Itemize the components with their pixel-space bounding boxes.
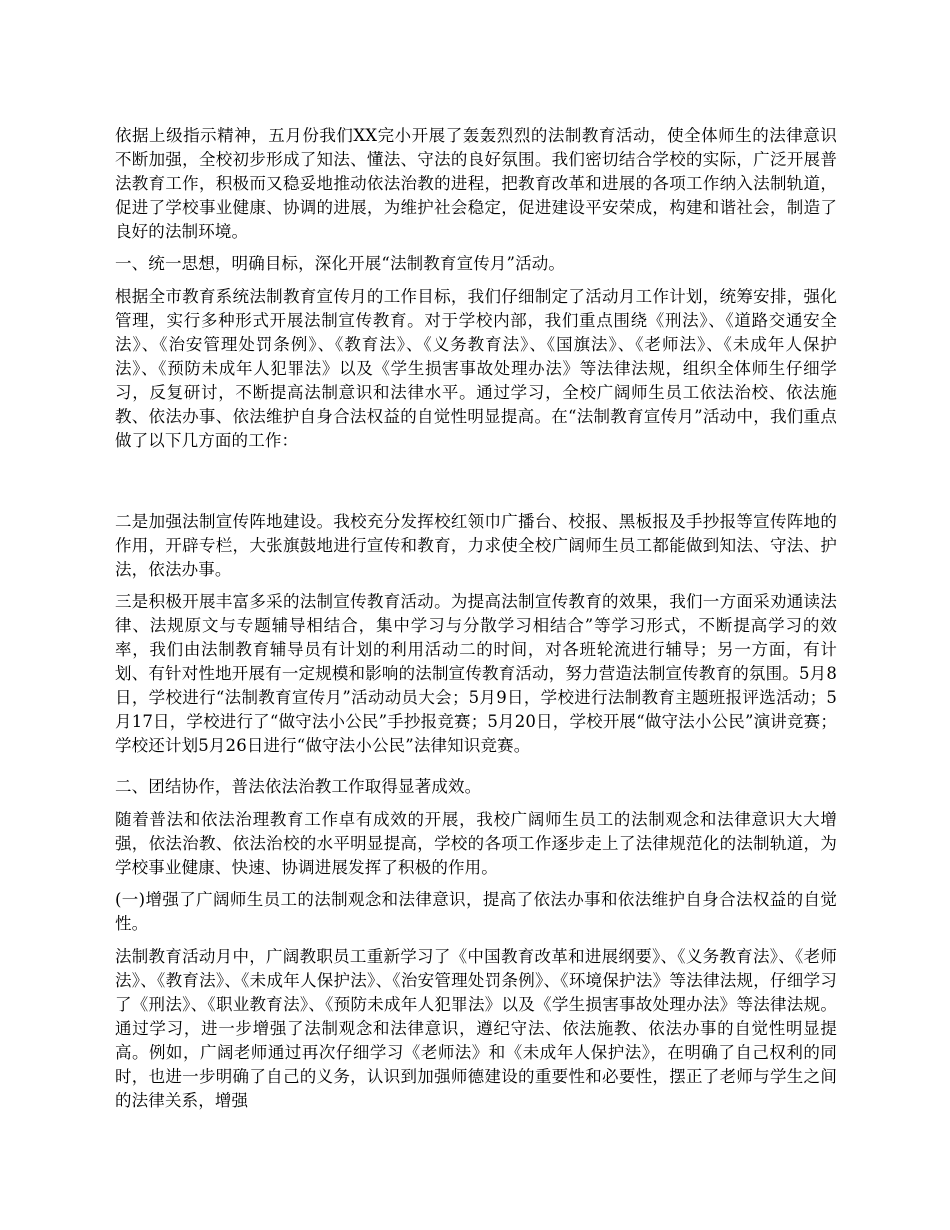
paragraph-achievements: 随着普法和依法治理教育工作卓有成效的开展，我校广阔师生员工的法制观念和法律意识大大增强，依法治教、依法治校的水平明显提高，学校的各项工作逐步走上了法律规范化的法制轨道，为学校事业健康、快速、协调进展发挥了积极的作用。: [115, 810, 837, 877]
paragraph-goals: 根据全市教育系统法制教育宣传月的工作目标，我们仔细制定了活动月工作计划，统筹安排，强化管理，实行多种形式开展法制宣传教育。对于学校内部，我们重点围绕《刑法》、《道路交通安全法》、《治安管理处罚条例》、《教育法》、《义务教育法》、《国旗法》、《老师法》、《未成年人保护法》、《预防未成年人犯罪法》以及《学生损害事故处理办法》等法律法规，组织全体师生仔细学习，反复研讨，不断提高法制意识和法律水平。通过学习，全校广阔师生员工依法治校、依法施教、依法办事、依法维护自身合法权益的自觉性明显提高。在“法制教育宣传月”活动中，我们重点做了以下几方面的工作：: [115, 287, 837, 450]
section-heading-2: 二、团结协作，普法依法治教工作取得显著成效。: [115, 777, 482, 796]
paragraph-study: 法制教育活动月中，广阔教职员工重新学习了《中国教育改革和进展纲要》、《义务教育法》、《老师法》、《教育法》、《未成年人保护法》、《治安管理处罚条例》、《环境保护法》等法律法规，仔细学习了《刑法》、《职业教育法》、《预防未成年人犯罪法》以及《学生损害事故处理办法》等法律法规。通过学习，进一步增强了法制观念和法律意识，遵纪守法、依法施教、依法办事的自觉性明显提高。例如，广阔老师通过再次仔细学习《老师法》和《未成年人保护法》，在明确了自己权利的同时，也进一步明确了自己的义务，认识到加强师德建设的重要性和必要性，摆正了老师与学生之间的法律关系，增强: [115, 947, 837, 1110]
paragraph-activities: 三是积极开展丰富多采的法制宣传教育活动。为提高法制宣传教育的效果，我们一方面采劝通读法律、法规原文与专题辅导相结合，集中学习与分散学习相结合”等学习形式，不断提高学习的效率，我们由法制教育辅导员有计划的利用活动二的时间，对各班轮流进行辅导；另一方面，有计划、有针对性地开展有一定规模和影响的法制宣传教育活动，努力营造法制宣传教育的氛围。5月8日，学校进行“法制教育宣传月”活动动员大会；5月9日，学校进行法制教育主题班报评选活动；5月17日，学校进行了“做守法小公民”手抄报竞赛；5月20日，学校开展“做守法小公民”演讲竞赛；学校还计划5月26日进行“做守法小公民”法律知识竞赛。: [115, 592, 837, 755]
intro-paragraph: 依据上级指示精神，五月份我们XX完小开展了轰轰烈烈的法制教育活动，使全体师生的法律意识不断加强，全校初步形成了知法、懂法、守法的良好氛围。我们密切结合学校的实际，广泛开展普法教育工作，积极而又稳妥地推动依法治教的进程，把教育改革和进展的各项工作纳入法制轨道，促进了学校事业健康、协调的进展，为维护社会稳定，促进建设平安荣成，构建和谐社会，制造了良好的法制环境。: [115, 126, 837, 241]
subsection-heading-1: (一)增强了广阔师生员工的法制观念和法律意识，提高了依法办事和依法维护自身合法权益的自觉性。: [115, 890, 837, 933]
section-heading-1: 一、统一思想，明确目标，深化开展“法制教育宣传月”活动。: [115, 254, 566, 273]
paragraph-publicity-base: 二是加强法制宣传阵地建设。我校充分发挥校红领巾广播台、校报、黑板报及手抄报等宣传阵地的作用，开辟专栏，大张旗鼓地进行宣传和教育，力求使全校广阔师生员工都能做到知法、守法、护法，依法办事。: [115, 512, 837, 579]
